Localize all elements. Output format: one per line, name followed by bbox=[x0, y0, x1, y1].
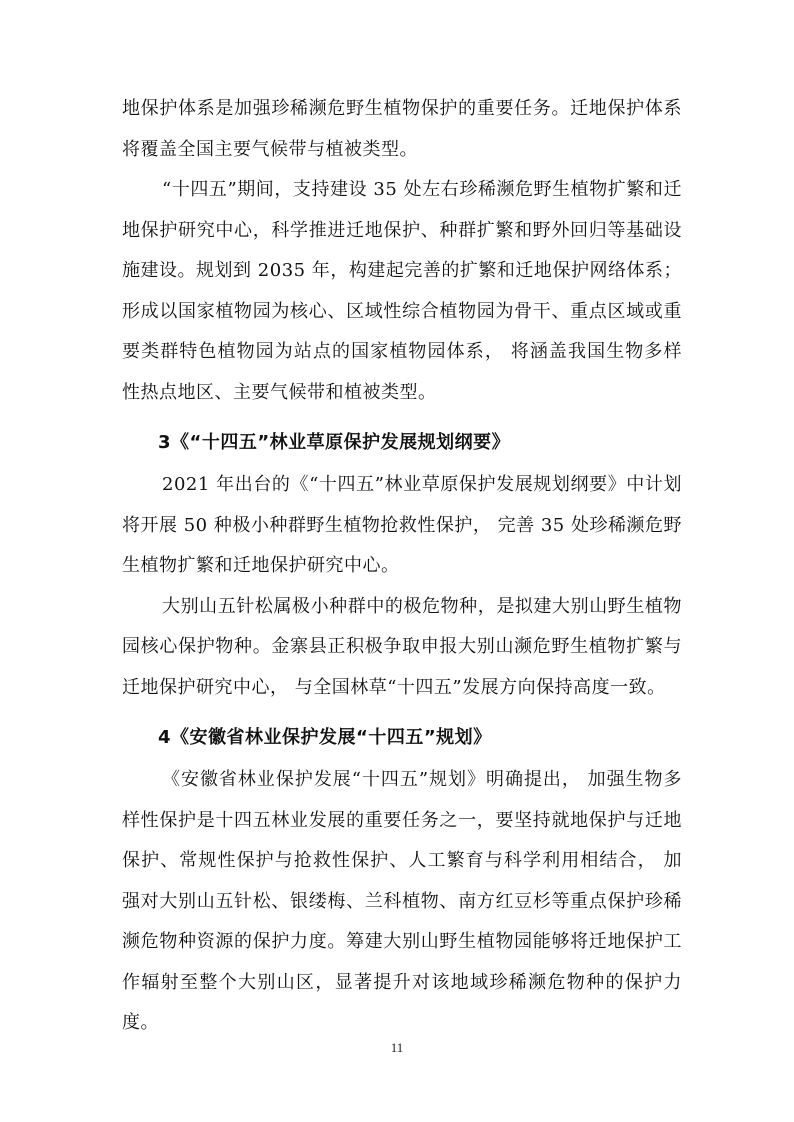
section-3-heading: 3《“十四五”林业草原保护发展规划纲要》 bbox=[158, 432, 511, 453]
section-3-paragraph-2: 大别山五针松属极小种群中的极危物种，是拟建大别山野生植物园核心保护物种。金寨县正积极争取申报大别山濒危野生植物扩繁与迁地保护研究中心， 与全国林草“十四五”发展方向保持高度一致。 bbox=[122, 595, 682, 698]
section-3-paragraph-1: 2021 年出台的《“十四五”林业草原保护发展规划纲要》中计划将开展 50 种极小种群野生植物抢救性保护， 完善 35 处珍稀濒危野生植物扩繁和迁地保护研究中心。 bbox=[122, 474, 682, 576]
paragraph-continued: 地保护体系是加强珍稀濒危野生植物保护的重要任务。迁地保护体系将覆盖全国主要气候带与植被类型。 bbox=[122, 98, 682, 160]
section-4-heading: 4《安徽省林业保护发展“十四五”规划》 bbox=[158, 727, 492, 748]
section-4-paragraph-1: 《安徽省林业保护发展“十四五”规划》明确提出， 加强生物多样性保护是十四五林业发展的重要任务之一，要坚持就地保护与迁地保护、常规性保护与抢救性保护、人工繁育与科学利用相结合， 加强对大别山五针松、银缕梅、兰科植物、南方红豆杉等重点保护珍稀濒危物种资源的保护力度。筹建大别山野生植物园能够将迁地保护工作辐射至整个大别山区，显著提升对该地域珍稀濒危物种的保护力度。 bbox=[122, 769, 682, 1033]
page-content bbox=[122, 89, 682, 1044]
page-number: 11 bbox=[390, 1040, 404, 1055]
paragraph-fourteenth-five-year: “十四五”期间，支持建设 35 处左右珍稀濒危野生植物扩繁和迁地保护研究中心，科学推进迁地保护、种群扩繁和野外回归等基础设施建设。规划到 2035 年，构建起完善的扩繁和迁地保护网络体系；形成以国家植物园为核心、区域性综合植物园为骨干、重点区域或重要类群特色植物园为站点的国家植物园体系， 将涵盖我国生物多样性热点地区、主要气候带和植被类型。 bbox=[122, 179, 682, 403]
